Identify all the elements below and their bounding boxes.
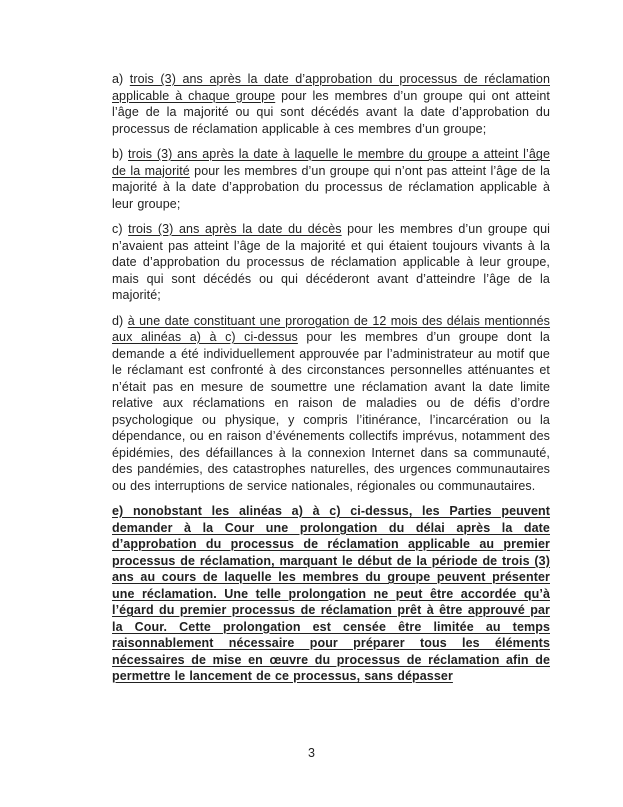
paragraph-clause-d <box>112 313 550 495</box>
plain-text: b) <box>112 147 129 161</box>
paragraph-clause-a <box>112 71 550 137</box>
plain-text: pour les membres d’un groupe qui n’avaient pas atteint l’âge de la majorité et qui étaient toujours vivants à la date d’approbation du processus de réclamation applicable à leur groupe, mais qui sont décédés ou qui décéderont avant d’atteindre l’âge de la majorité; <box>112 222 551 302</box>
plain-text: pour les membres d’un groupe qui n’ont pas atteint l’âge de la majorité à la date d’approbation du processus de réclamation applicable à leur groupe; <box>112 163 551 211</box>
underlined-text: à une date constituant une prorogation de 12 mois des délais mentionnés aux alinéas a) à c) ci-dessus <box>112 313 551 344</box>
underlined-text: trois (3) ans après la date à laquelle le membre du groupe a atteint l’âge de la majorité <box>112 147 550 178</box>
plain-text: a) <box>112 72 130 86</box>
body-text-block <box>112 71 550 694</box>
plain-text: pour les membres d’un groupe dont la demande a été individuellement approuvée par l’administrateur au motif que le réclamant est confronté à des circonstances personnelles atténuantes et n’était pas en mesure de soumettre une réclamation avant la date limite relative aux réclamations en raison de maladies ou de défis d’ordre psychologique ou physique, y compris l’itinérance, l’incarcération ou la dépendance, ou en raison d’événements collectifs imprévus, notamment des épidémies, des défaillances à la connexion Internet dans sa communauté, des pandémies, des catastrophes naturelles, des urgences communautaires ou des interruptions de service nationales, régionales ou communautaires. <box>112 330 550 493</box>
plain-text: c) <box>112 222 129 236</box>
underlined-text: e) nonobstant les alinéas a) à c) ci-dessus, les Parties peuvent demander à la Cour une prolongation du délai après la date d’approbation du processus de réclamation applicable au premier processus de réclamation, marquant le début de la période de trois (3) ans au cours de laquelle les membres du groupe peuvent présenter une réclamation. Une telle prolongation ne peut être accordée qu’à l’égard du premier processus de réclamation prêt à être approuvé par la Cour. Cette prolongation est censée être limitée au temps raisonnablement nécessaire pour préparer tous les éléments nécessaires de mise en œuvre du processus de réclamation afin de permettre le lancement de ce processus, sans dépasser <box>112 504 550 683</box>
paragraph-clause-e <box>112 503 550 685</box>
plain-text: pour les membres d’un groupe qui ont atteint l’âge de la majorité ou qui sont décédés avant la date d’approbation du processus de réclamation applicable à ces membres d’un groupe; <box>112 88 550 136</box>
paragraph-clause-b <box>112 146 550 212</box>
plain-text: d) <box>112 313 128 328</box>
underlined-text: trois (3) ans après la date du décès <box>128 222 342 236</box>
page-number: 3 <box>308 746 315 760</box>
underlined-text: trois (3) ans après la date d’approbation du processus de réclamation applicable à chaque groupe <box>112 72 550 103</box>
paragraph-clause-c <box>112 221 550 304</box>
